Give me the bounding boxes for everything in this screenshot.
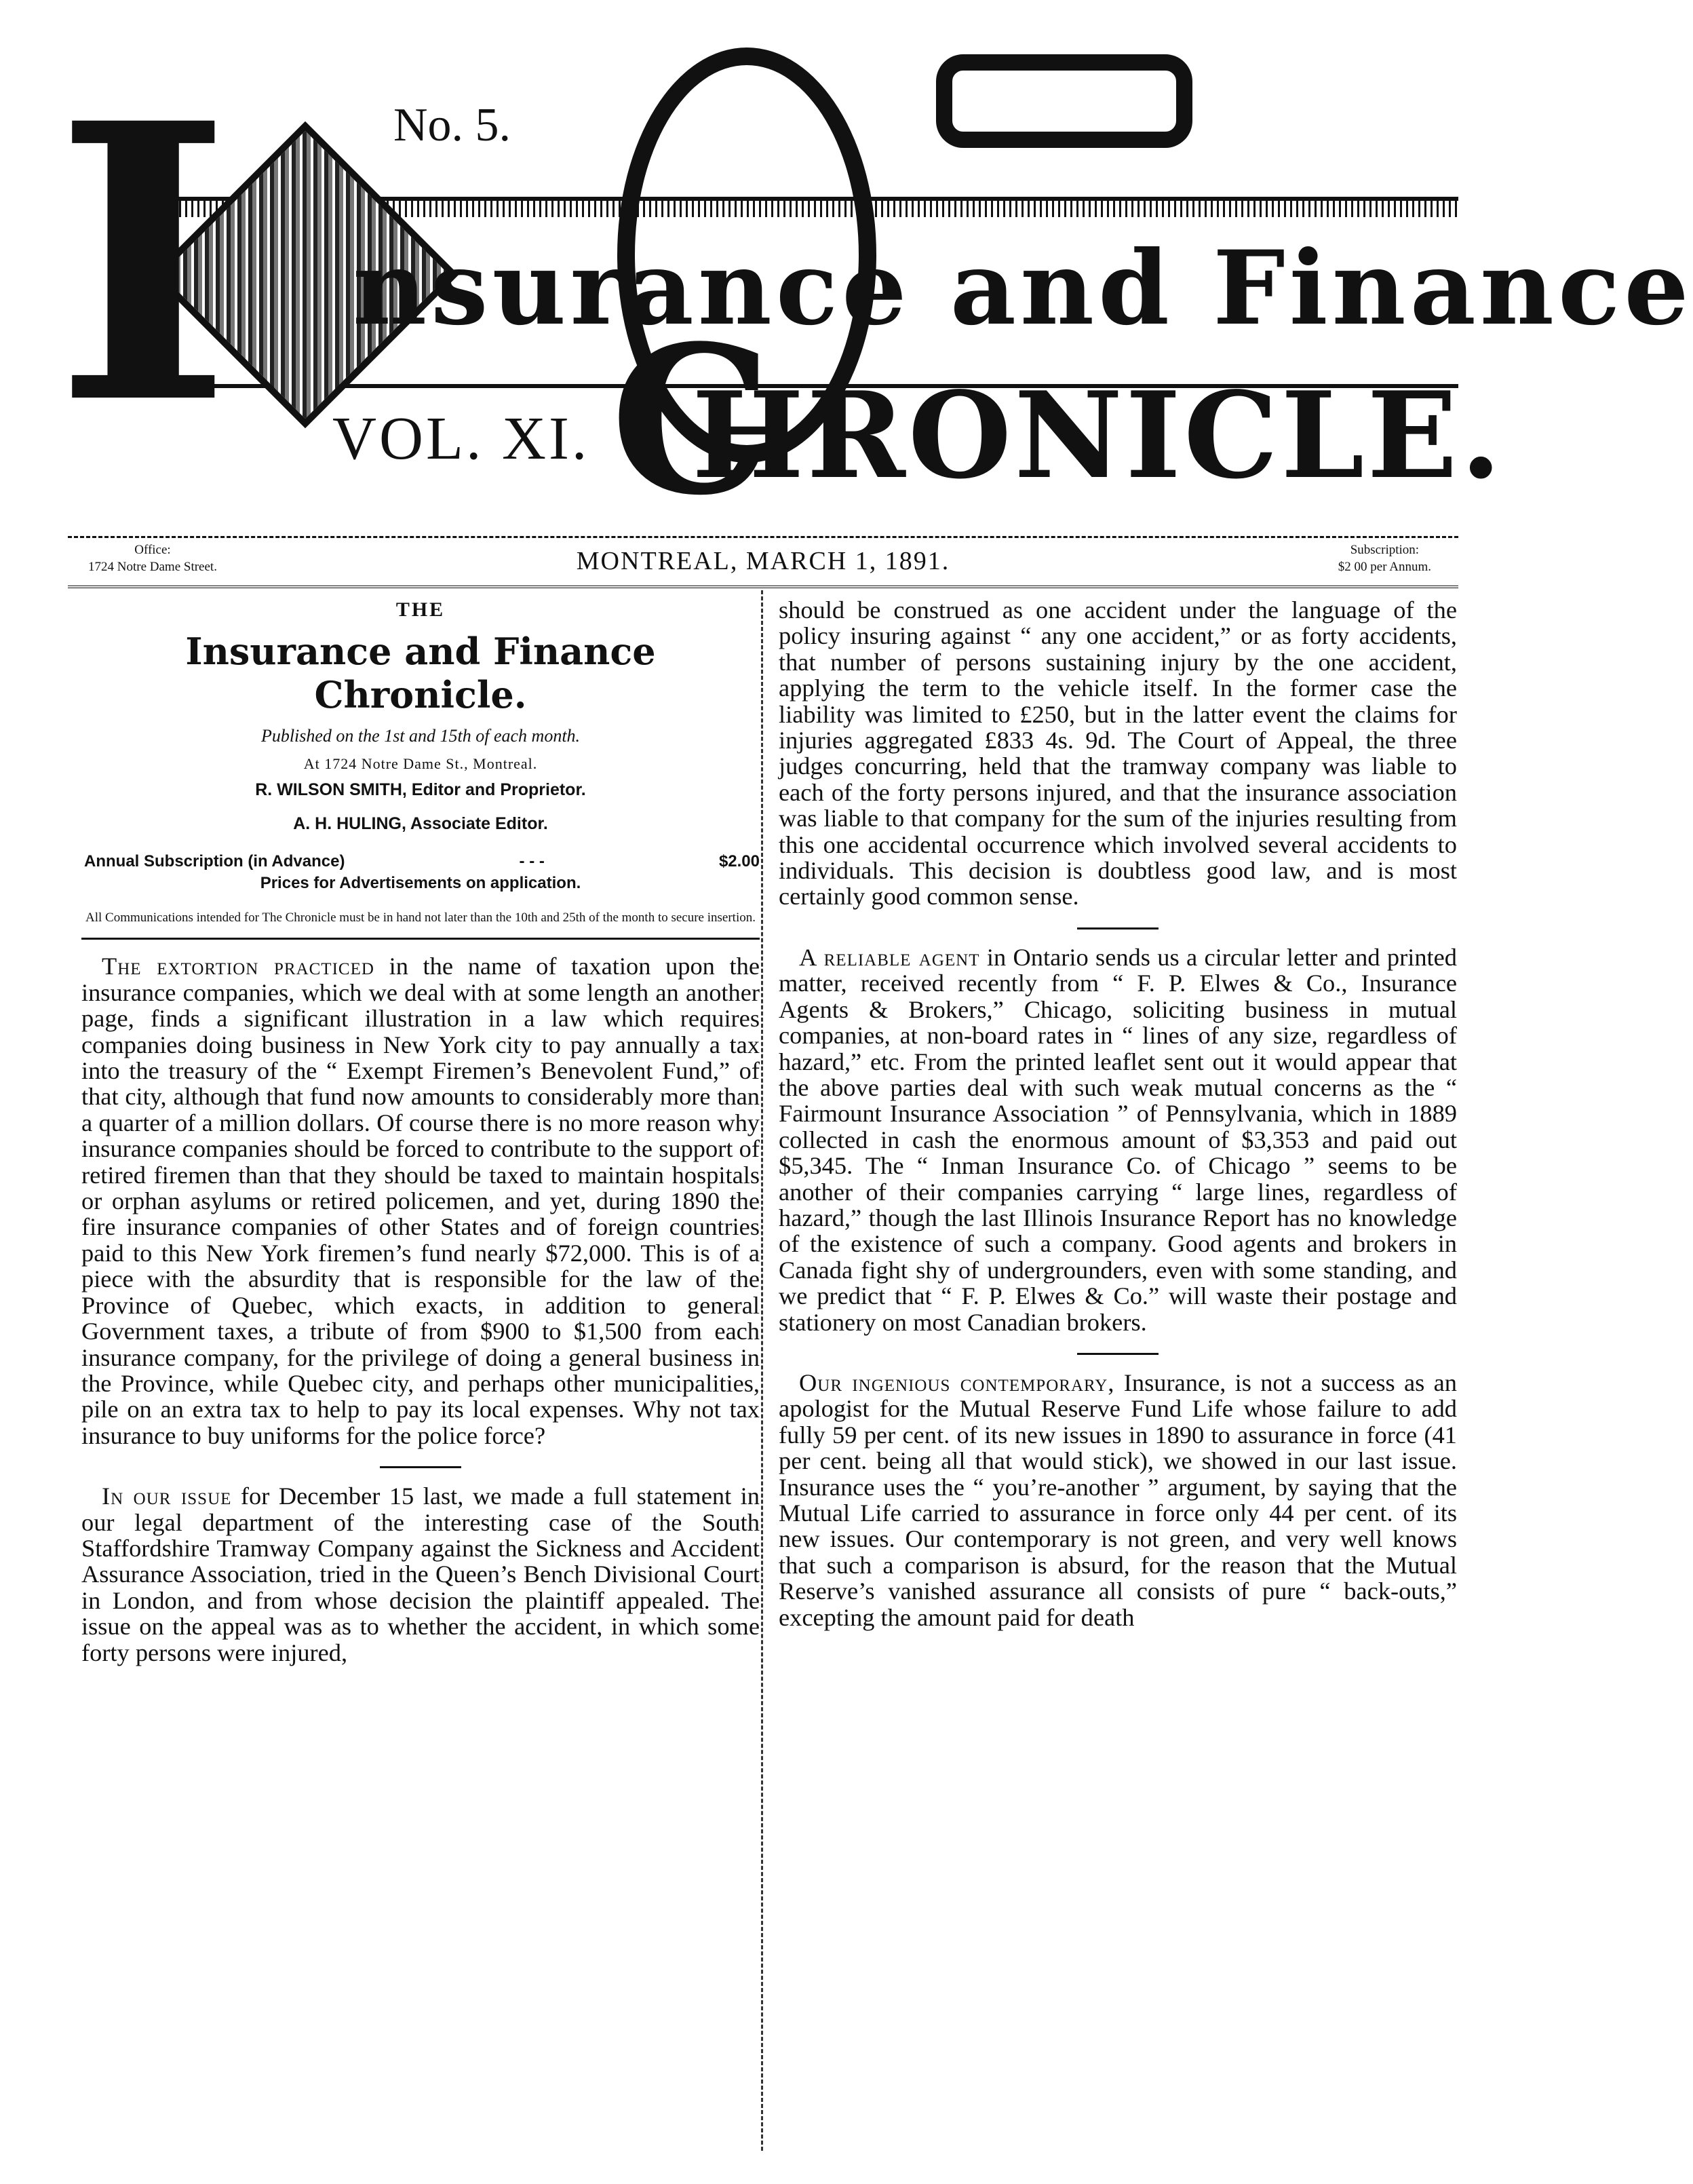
article-contemporary [779, 1370, 1457, 1630]
article-contemporary-body: Insurance, is not a success as an apologist for the Mutual Reserve Fund Life whose failure to add fully 59 per cent. of its new issues in 1890 to assurance in force (41 per cent. being all that would stick), we showed in our last issue. Insurance uses the “ you’re-another ” argument, by saying that the Mutual Life carried to assurance in force only 44 per cent. of its new issues. Our contemporary is not green, and very well knows that such a comparison is absurd, for the reason that the Mutual Reserve’s vanished assurance all consists of pure “ back-outs,” excepting the amount paid for death [779, 1368, 1457, 1631]
annual-subscription-label: Annual Subscription (in Advance) [84, 852, 345, 871]
article-issue [81, 1483, 760, 1666]
article-extortion-body: in the name of taxation upon the insurance companies, which we deal with at some length an another page, finds a significant illustration in a law which requires companies doing business in New York city to pay annually a tax into the treasury of the “ Exempt Firemen’s Benevolent Fund,” of that city, although that fund now amounts to considerably more than a quarter of a million dollars. Of course there is no more reason why insurance companies should be forced to contribute to the support of retired firemen than that they should be taxed to maintain hospitals or orphan asylums or retired policemen, and yet, during 1890 the fire insurance companies of other States and of foreign countries paid to this New York firemen’s fund nearly $72,000. This is of a piece with the absurdity that is responsible for the law of the Province of Quebec, which exacts, in addition to general Government taxes, a tribute of from $900 to $1,500 from each insurance company, for the privilege of doing a general business in the Province, while Quebec city, and perhaps other municipalities, pile on an extra tax to help to pay its local expenses. Why not tax insurance to buy uniforms for the police force? [81, 953, 760, 1449]
article-contemporary-lead: Our ingenious contemporary, [799, 1368, 1115, 1396]
issue-date: MONTREAL, MARCH 1, 1891. [576, 547, 950, 575]
subscription-price: $2 00 per Annum. [1338, 559, 1431, 574]
annual-subscription-price: $2.00 [718, 852, 760, 871]
article-issue-lead: In our issue [102, 1482, 232, 1510]
section-rule [1077, 1353, 1159, 1355]
left-column [81, 597, 760, 1666]
masthead-chronicle: HRONICLE. [692, 366, 1504, 505]
article-agent-lead: A reliable agent [799, 943, 980, 971]
office-address: 1724 Notre Dame Street. [88, 559, 217, 574]
title-initial-c: C [610, 301, 773, 540]
article-extortion [81, 953, 760, 1449]
dateline [68, 536, 1458, 588]
initial-f-ornament-icon [936, 54, 1192, 148]
communications-note: All Communications intended for The Chronicle must be in hand not later than the 10th and 25th of the month to secure insertion. [85, 911, 756, 925]
title-initial-i: I [54, 41, 232, 488]
column-divider [761, 590, 763, 2151]
advertisement-prices: Prices for Advertisements on application. [260, 874, 581, 893]
section-rule [380, 1466, 461, 1468]
publisher-box [81, 597, 760, 940]
masthead [54, 34, 1693, 540]
publisher-the: THE [395, 598, 446, 621]
issue-number: No. 5. [393, 99, 511, 151]
right-column [779, 597, 1457, 1630]
article-issue-continued-body: should be construed as one accident under the language of the policy insuring against “ any one accident,” or as forty accidents, that number of persons sustaining injury by the one accident, applying the term to the vehicle itself. In the former case the liability was limited to £250, but in the latter event the claims for injuries aggregated £833 4s. 9d. The Court of Appeal, the three judges concurring, held that the tramway company was liable to each of the forty persons injured, and that the insurance association was liable to that company for the sum of the injuries resulting from this one accidental occurrence which involved several accidents to individuals. This decision is doubtless good law, and is most certainly good common sense. [779, 596, 1457, 911]
editor-line: R. WILSON SMITH, Editor and Proprietor. [255, 780, 586, 800]
subscription-block [1338, 542, 1431, 575]
annual-subscription-dashes: - - - [519, 852, 545, 871]
article-issue-continued [779, 597, 1457, 910]
volume-number: VOL. XI. [332, 405, 590, 472]
publisher-title: Insurance and Finance Chronicle. [185, 630, 656, 717]
article-agent [779, 944, 1457, 1335]
article-agent-body: in Ontario sends us a circular letter and printed matter, received recently from “ F. P. Elwes & Co., Insurance Agents & Brokers,” Chicago, soliciting business in mutual companies, at non-board rates in “ lines of any size, regardless of hazard,” etc. From the printed leaflet sent out it would appear that the above parties deal with such weak mutual concerns as the “ Fairmount Insurance Association ” of Pennsylvania, which in 1889 collected in cash the enormous amount of $3,353 and paid out $5,345. The “ Inman Insurance Co. of Chicago ” seems to be another of their companies carrying “ large lines, regardless of hazard,” though the last Illinois Insurance Report has no knowledge of the existence of such a company. Good agents and brokers in Canada fight shy of undergrounders, even with some standing, and we predict that “ F. P. Elwes & Co.” will waste their postage and stationery on most Canadian brokers. [779, 943, 1457, 1336]
associate-editor-line: A. H. HULING, Associate Editor. [293, 814, 548, 834]
subscription-label: Subscription: [1350, 543, 1420, 557]
publisher-address: At 1724 Notre Dame St., Montreal. [303, 755, 538, 773]
section-rule [1077, 927, 1159, 930]
office-label: Office: [134, 543, 171, 557]
article-extortion-lead: The extortion practiced [102, 953, 374, 980]
annual-subscription [81, 851, 760, 873]
article-issue-body: for December 15 last, we made a full statement in our legal department of the interesting case of the South Staffordshire Tramway Company against the Sickness and Accident Assurance Association, tried in the Queen’s Bench Divisional Court in London, and from whose decision the plaintiff appealed. The issue on the appeal was as to whether the accident, in which some forty persons were injured, [81, 1482, 760, 1666]
publication-schedule: Published on the 1st and 15th of each month. [260, 726, 581, 746]
masthead-title: nsurance and Finance [353, 229, 1693, 348]
